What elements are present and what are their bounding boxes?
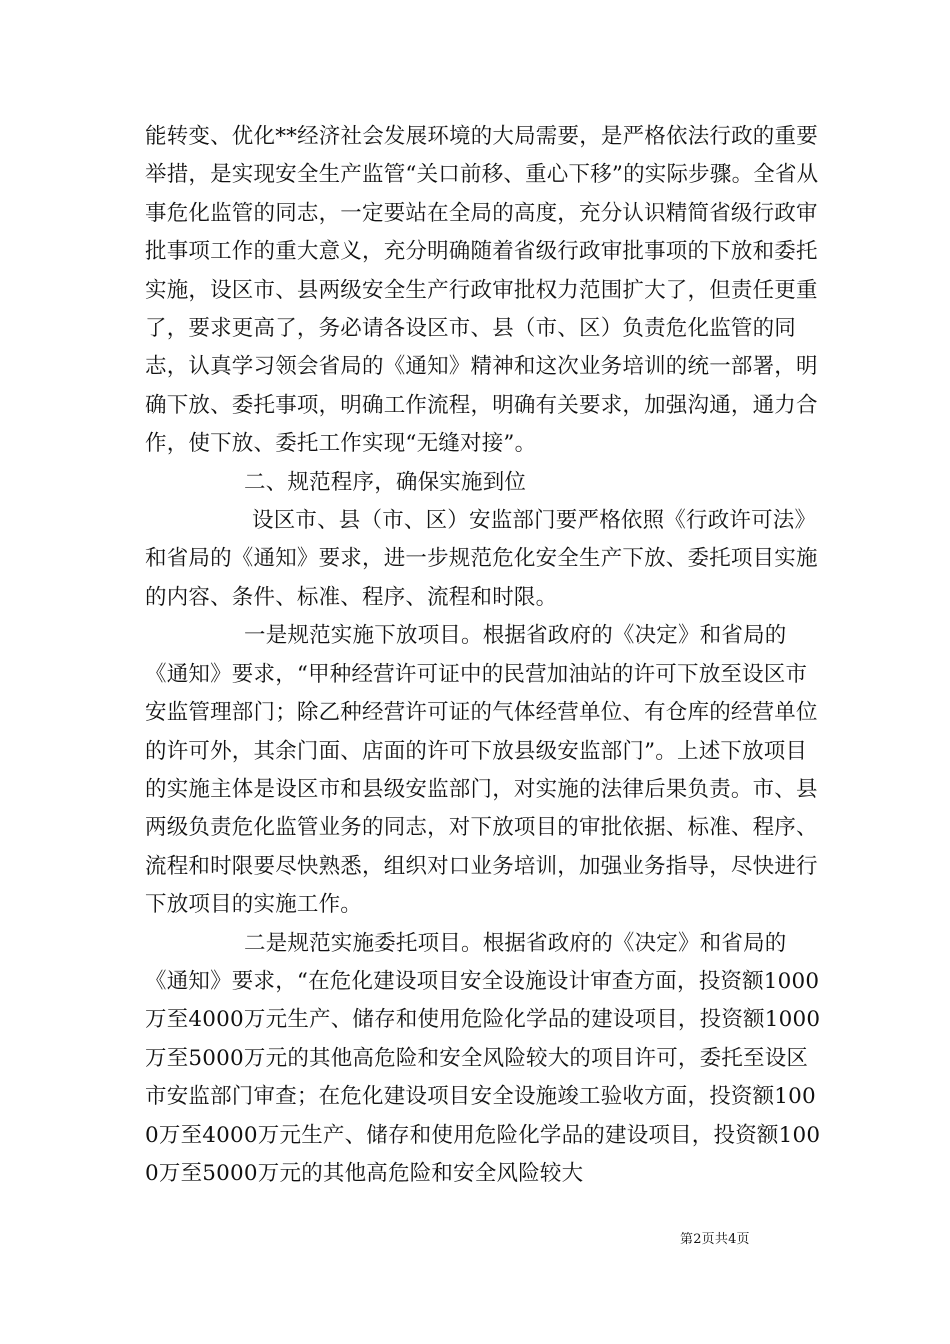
paragraph-3: 一是规范实施下放项目。根据省政府的《决定》和省局的《通知》要求，“甲种经营许可证中的民营加油站的许可下放至设区市安监管理部门；除乙种经营许可证的气体经营单位、有仓库的经营单位的许可外，其余门面、店面的许可下放县级安监部门”。上述下放项目的实施主体是设区市和县级安监部门，对实施的法律后果负责。市、县两级负责危化监管业务的同志，对下放项目的审批依据、标准、程序、流程和时限要尽快熟悉，组织对口业务培训，加强业务指导，尽快进行下放项目的实施工作。 (145, 623, 818, 918)
document-body (145, 118, 821, 1193)
page-footer: 第2页共4页 (680, 1232, 750, 1247)
paragraph-1: 能转变、优化**经济社会发展环境的大局需要，是严格依法行政的重要举措，是实现安全生产监管“关口前移、重心下移”的实际步骤。全省从事危化监管的同志，一定要站在全局的高度，充分认识精简省级行政审批事项工作的重大意义，充分明确随着省级行政审批事项的下放和委托实施，设区市、县两级安全生产行政审批权力范围扩大了，但责任更重了，要求更高了，务必请各设区市、县（市、区）负责危化监管的同志，认真学习领会省局的《通知》精神和这次业务培训的统一部署，明确下放、委托事项，明确工作流程，明确有关要求，加强沟通，通力合作，使下放、委托工作实现“无缝对接”。 (145, 124, 819, 457)
paragraph-2: 设区市、县（市、区）安监部门要严格依照《行政许可法》和省局的《通知》要求，进一步规范危化安全生产下放、委托项目实施的内容、条件、标准、程序、流程和时限。 (145, 508, 818, 610)
paragraph-4: 二是规范实施委托项目。根据省政府的《决定》和省局的《通知》要求，“在危化建设项目安全设施设计审查方面，投资额1000万至4000万元生产、储存和使用危险化学品的建设项目，投资额1000万至5000万元的其他高危险和安全风险较大的项目许可，委托至设区市安监部门审查；在危化建设项目安全设施竣工验收方面，投资额1000万至4000万元生产、储存和使用危险化学品的建设项目，投资额1000万至5000万元的其他高危险和安全风险较大 (145, 930, 821, 1186)
section-heading: 二、规范程序，确保实施到位 (244, 469, 527, 495)
